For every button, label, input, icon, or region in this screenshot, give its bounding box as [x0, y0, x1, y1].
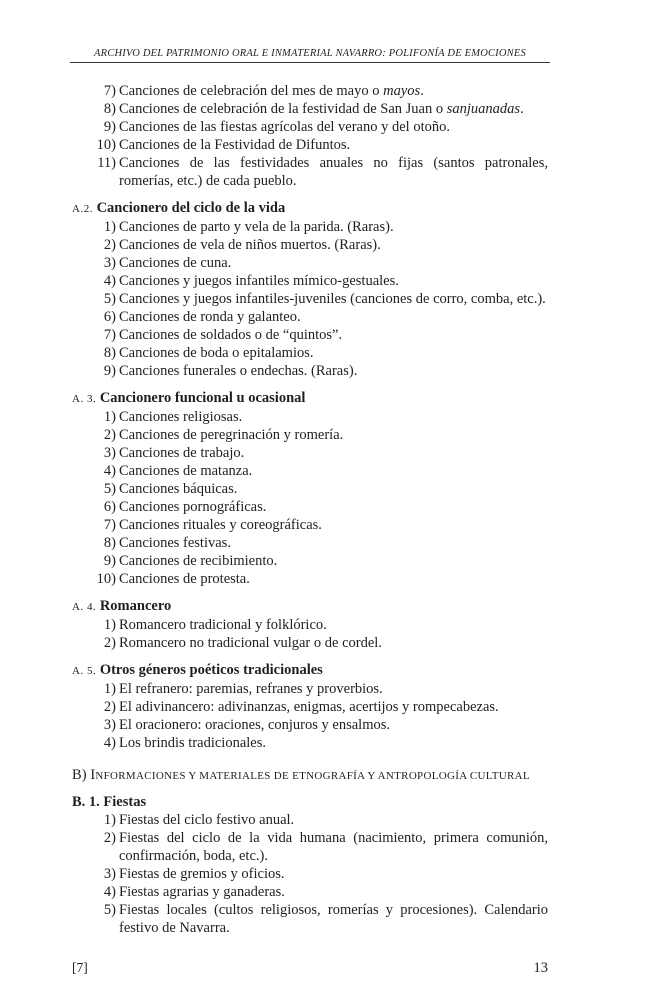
- item-number: 1): [103, 812, 116, 828]
- item-text: Canciones de las festividades anuales no fijas (santos patronales, romerías, etc.) de cada pueblo.: [119, 155, 548, 189]
- item-punct: .: [420, 83, 424, 99]
- item-text: Canciones y juegos infantiles-juveniles (canciones de corro, comba, etc.).: [119, 291, 546, 307]
- item-text: Canciones religiosas.: [119, 409, 243, 425]
- section-heading-a2: [72, 199, 548, 218]
- item-text: Canciones festivas.: [119, 535, 231, 551]
- item-number: 5): [103, 291, 116, 307]
- item-text: Fiestas agrarias y ganaderas.: [119, 884, 285, 900]
- item-text: Fiestas del ciclo festivo anual.: [119, 812, 295, 828]
- item-text: Canciones de protesta.: [119, 571, 250, 587]
- footer-reference: [7]: [72, 960, 88, 975]
- list-a2: [72, 218, 548, 380]
- list-item: [72, 118, 548, 136]
- item-text: Fiestas locales (cultos religiosos, romerías y procesiones). Calendario festivo de Navarra.: [119, 902, 548, 936]
- item-number: 2): [103, 427, 116, 443]
- item-text: Canciones de celebración del mes de mayo o: [119, 83, 384, 99]
- list-item: [72, 218, 548, 236]
- list-item: [72, 290, 548, 308]
- section-rest: NFORMACIONES Y MATERIALES DE ETNOGRAFÍA Y ANTROPOLOGÍA CULTURAL: [95, 770, 530, 782]
- running-head: ARCHIVO DEL PATRIMONIO ORAL E INMATERIAL NAVARRO: POLIFONÍA DE EMOCIONES: [70, 48, 550, 63]
- list-item: [72, 570, 548, 588]
- list-a4: [72, 616, 548, 652]
- item-text: Canciones de soldados o de “quintos”.: [119, 327, 343, 343]
- item-text: Canciones y juegos infantiles mímico-gestuales.: [119, 273, 399, 289]
- heading-title: Cancionero funcional u ocasional: [99, 390, 306, 406]
- item-text: Canciones de cuna.: [119, 255, 232, 271]
- item-text: Canciones de celebración de la festividad de San Juan o: [119, 101, 447, 117]
- item-text: Romancero no tradicional vulgar o de cordel.: [119, 635, 382, 651]
- item-text: El oracionero: oraciones, conjuros y ensalmos.: [119, 717, 390, 733]
- item-number: 10): [96, 137, 116, 153]
- item-text: Canciones de matanza.: [119, 463, 253, 479]
- section-lead: B) I: [72, 767, 96, 783]
- list-item: [72, 883, 548, 901]
- item-number: 4): [103, 735, 116, 751]
- item-number: 2): [103, 699, 116, 715]
- item-punct: .: [520, 101, 524, 117]
- item-text: Canciones de las fiestas agrícolas del verano y del otoño.: [119, 119, 450, 135]
- list-item: [72, 326, 548, 344]
- item-number: 3): [103, 717, 116, 733]
- page-body: [72, 82, 548, 937]
- heading-prefix: A.2.: [72, 203, 93, 215]
- list-item: [72, 272, 548, 290]
- list-a5: [72, 680, 548, 752]
- item-number: 5): [103, 902, 116, 918]
- section-heading-b: [72, 766, 548, 785]
- item-number: 8): [103, 101, 116, 117]
- item-number: 1): [103, 617, 116, 633]
- list-item: [72, 308, 548, 326]
- item-number: 7): [103, 327, 116, 343]
- item-number: 1): [103, 219, 116, 235]
- list-item: [72, 734, 548, 752]
- list-item: [72, 498, 548, 516]
- item-number: 5): [103, 481, 116, 497]
- list-item: [72, 362, 548, 380]
- list-item: [72, 698, 548, 716]
- item-number: 2): [103, 237, 116, 253]
- heading-title: Cancionero del ciclo de la vida: [96, 200, 286, 216]
- item-text: El refranero: paremias, refranes y proverbios.: [119, 681, 383, 697]
- section-heading-b1: B. 1. Fiestas: [72, 794, 147, 810]
- item-text: Canciones de ronda y galanteo.: [119, 309, 301, 325]
- list-item: [72, 344, 548, 362]
- item-number: 4): [103, 273, 116, 289]
- list-a3: [72, 408, 548, 588]
- item-text: Canciones pornográficas.: [119, 499, 267, 515]
- list-item: [72, 254, 548, 272]
- item-number: 9): [103, 553, 116, 569]
- item-number: 2): [103, 635, 116, 651]
- list-item: [72, 829, 548, 865]
- list-item: [72, 154, 548, 190]
- item-number: 7): [103, 83, 116, 99]
- list-a1-tail: [72, 82, 548, 190]
- list-item: [72, 100, 548, 118]
- list-item: [72, 444, 548, 462]
- item-number: 10): [96, 571, 116, 587]
- item-emphasis: mayos: [383, 83, 421, 99]
- item-text: Los brindis tradicionales.: [119, 735, 266, 751]
- item-text: Canciones de trabajo.: [119, 445, 245, 461]
- list-item: [72, 616, 548, 634]
- item-text: Fiestas del ciclo de la vida humana (nacimiento, primera comunión, confirmación, boda, etc.).: [119, 830, 548, 864]
- list-item: [72, 480, 548, 498]
- list-item: [72, 811, 548, 829]
- item-text: Canciones de recibimiento.: [119, 553, 278, 569]
- heading-title: Romancero: [99, 598, 172, 614]
- item-text: Canciones de boda o epitalamios.: [119, 345, 314, 361]
- item-text: Canciones de parto y vela de la parida. (Raras).: [119, 219, 394, 235]
- list-item: [72, 716, 548, 734]
- list-item: [72, 408, 548, 426]
- item-number: 11): [97, 155, 116, 171]
- list-item: [72, 462, 548, 480]
- item-number: 8): [103, 535, 116, 551]
- list-item: [72, 136, 548, 154]
- list-item: [72, 236, 548, 254]
- item-number: 3): [103, 255, 116, 271]
- list-item: [72, 426, 548, 444]
- item-number: 9): [103, 119, 116, 135]
- item-text: Canciones de peregrinación y romería.: [119, 427, 344, 443]
- item-number: 3): [103, 866, 116, 882]
- list-item: [72, 516, 548, 534]
- item-number: 8): [103, 345, 116, 361]
- item-number: 6): [103, 499, 116, 515]
- item-text: El adivinancero: adivinanzas, enigmas, acertijos y rompecabezas.: [119, 699, 499, 715]
- item-text: Romancero tradicional y folklórico.: [119, 617, 327, 633]
- list-item: [72, 82, 548, 100]
- heading-title: Otros géneros poéticos tradicionales: [99, 662, 323, 678]
- list-item: [72, 865, 548, 883]
- section-heading-a5: [72, 661, 548, 680]
- item-number: 9): [103, 363, 116, 379]
- item-number: 1): [103, 681, 116, 697]
- page-number: 13: [533, 960, 548, 976]
- item-number: 1): [103, 409, 116, 425]
- item-text: Canciones de la Festividad de Difuntos.: [119, 137, 351, 153]
- list-item: [72, 634, 548, 652]
- list-item: [72, 534, 548, 552]
- item-text: Canciones de vela de niños muertos. (Raras).: [119, 237, 381, 253]
- item-number: 7): [103, 517, 116, 533]
- list-item: [72, 552, 548, 570]
- heading-prefix: A. 5.: [72, 665, 97, 677]
- item-number: 3): [103, 445, 116, 461]
- list-b1: [72, 811, 548, 937]
- item-text: Canciones rituales y coreográficas.: [119, 517, 322, 533]
- section-heading-a4: [72, 597, 548, 616]
- item-number: 4): [103, 463, 116, 479]
- list-item: [72, 680, 548, 698]
- heading-prefix: A. 4.: [72, 601, 97, 613]
- item-text: Canciones báquicas.: [119, 481, 238, 497]
- item-emphasis: sanjuanadas: [446, 101, 521, 117]
- list-item: [72, 901, 548, 937]
- item-text: Fiestas de gremios y oficios.: [119, 866, 285, 882]
- heading-prefix: A. 3.: [72, 393, 97, 405]
- item-text: Canciones funerales o endechas. (Raras).: [119, 363, 358, 379]
- item-number: 2): [103, 830, 116, 846]
- item-number: 4): [103, 884, 116, 900]
- section-heading-a3: [72, 389, 548, 408]
- item-number: 6): [103, 309, 116, 325]
